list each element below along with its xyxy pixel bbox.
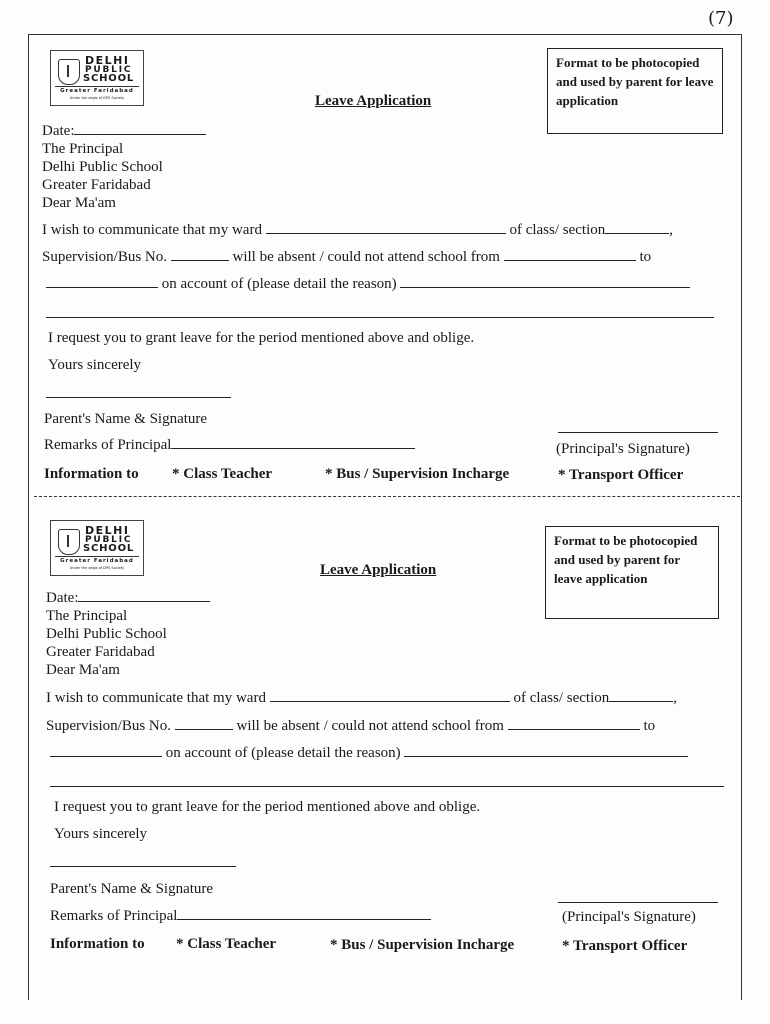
parent-signature-line[interactable] — [50, 866, 236, 867]
information-to-label: Information to — [50, 936, 145, 952]
address-line-city: Greater Faridabad — [46, 644, 155, 660]
salutation: Dear Ma'am — [42, 195, 116, 211]
logo-location: Greater Faridabad — [60, 88, 134, 94]
school-crest-icon — [58, 59, 80, 85]
date-field[interactable]: Date: — [42, 122, 206, 140]
ward-class-line[interactable]: I wish to communicate that my ward of class/ section , — [42, 222, 674, 238]
format-note-box: Format to be photocopied and used by parent for leave application — [547, 48, 723, 134]
remarks-field[interactable]: Remarks of Principal — [50, 907, 431, 925]
ward-class-line[interactable]: I wish to communicate that my ward of class/ section , — [46, 690, 678, 706]
address-line-school: Delhi Public School — [42, 159, 163, 175]
format-note-box: Format to be photocopied and used by parent for leave application — [545, 526, 719, 619]
principal-signature-line[interactable] — [558, 432, 718, 433]
school-logo — [50, 50, 144, 106]
school-crest-icon — [58, 529, 80, 555]
parent-signature-line[interactable] — [46, 397, 231, 398]
parent-name-signature-label: Parent's Name & Signature — [44, 411, 208, 427]
logo-name-school: SCHOOL — [83, 73, 135, 84]
closing: Yours sincerely — [48, 357, 142, 373]
address-line-city: Greater Faridabad — [42, 177, 151, 193]
reason-continuation-line[interactable] — [50, 786, 724, 787]
logo-name-public: PUBLIC — [85, 65, 133, 75]
request-text: I request you to grant leave for the period mentioned above and oblige. — [54, 799, 481, 815]
parent-name-signature-label: Parent's Name & Signature — [50, 881, 214, 897]
logo-tagline: Under the aegis of DPS Society — [69, 566, 125, 570]
logo-name-public: PUBLIC — [85, 535, 133, 545]
principal-signature-line[interactable] — [558, 902, 718, 903]
principal-signature-label: (Principal's Signature) — [562, 909, 696, 925]
info-class-teacher: * Class Teacher — [172, 466, 273, 482]
date-field[interactable]: Date: — [46, 589, 210, 607]
logo-name-delhi: DELHI — [85, 54, 130, 67]
reason-line[interactable]: on account of (please detail the reason) — [46, 275, 690, 293]
info-transport-officer: * Transport Officer — [558, 467, 684, 483]
logo-name-school: SCHOOL — [83, 543, 135, 554]
page-border-top — [28, 34, 742, 35]
cut-line-divider — [34, 496, 740, 497]
logo-name-delhi: DELHI — [85, 524, 130, 537]
logo-tagline: Under the aegis of DPS Society — [69, 96, 125, 100]
closing: Yours sincerely — [54, 826, 148, 842]
address-line-principal: The Principal — [42, 141, 124, 157]
address-line-principal: The Principal — [46, 608, 128, 624]
school-logo — [50, 520, 144, 576]
page-border-right — [741, 34, 742, 1000]
bus-date-line[interactable]: Supervision/Bus No. will be absent / could not attend school from to — [46, 718, 656, 734]
request-text: I request you to grant leave for the period mentioned above and oblige. — [48, 330, 475, 346]
reason-continuation-line[interactable] — [46, 317, 714, 318]
info-transport-officer: * Transport Officer — [562, 938, 688, 954]
form-title: Leave Application — [320, 562, 437, 578]
page-number: (7) — [708, 8, 734, 29]
salutation: Dear Ma'am — [46, 662, 120, 678]
info-class-teacher: * Class Teacher — [176, 936, 277, 952]
page-border-left — [28, 34, 29, 1000]
remarks-field[interactable]: Remarks of Principal — [44, 436, 415, 454]
info-bus-incharge: * Bus / Supervision Incharge — [330, 937, 515, 953]
bus-date-line[interactable]: Supervision/Bus No. will be absent / could not attend school from to — [42, 249, 652, 265]
form-title: Leave Application — [315, 93, 432, 109]
information-to-label: Information to — [44, 466, 139, 482]
address-line-school: Delhi Public School — [46, 626, 167, 642]
info-bus-incharge: * Bus / Supervision Incharge — [325, 466, 510, 482]
principal-signature-label: (Principal's Signature) — [556, 441, 690, 457]
logo-location: Greater Faridabad — [60, 558, 134, 564]
reason-line[interactable]: on account of (please detail the reason) — [50, 744, 688, 762]
